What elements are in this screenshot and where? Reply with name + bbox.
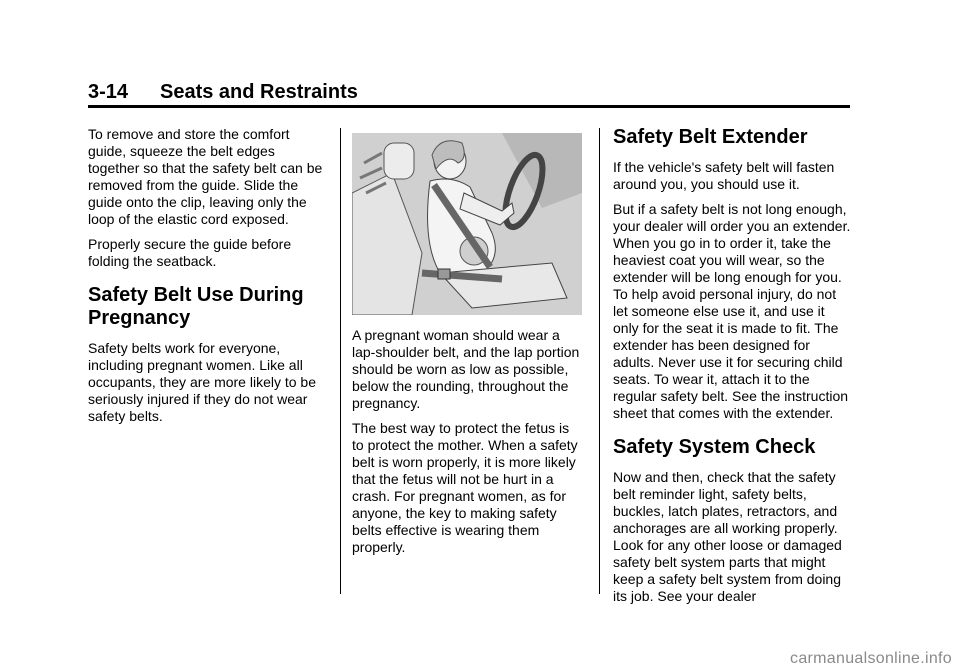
page-number: 3-14 xyxy=(88,81,129,103)
column-middle xyxy=(352,133,582,564)
column-divider-left xyxy=(340,128,341,594)
watermark: carmanualsonline.info xyxy=(790,650,952,667)
heading-belt-extender: Safety Belt Extender xyxy=(613,126,808,148)
column-right xyxy=(613,126,853,613)
paragraph-extender-details: But if a safety belt is not long enough, your dealer will order you an extender. When you go in to order it, take the heaviest coat you will wear, so the extender will be long enough for you. To help avoid personal injury, do not let someone else use it, and use it only for the seat it is made to fit. The extender has been designed for adults. Never use it for securing child seats. To wear it, attach it to the regular safety belt. See the instruction sheet that comes with the extender. xyxy=(613,201,851,421)
paragraph-system-check: Now and then, check that the safety belt reminder light, safety belts, buckles, latch plates, retractors, and anchorages are all working properly. Look for any other loose or damaged safety belt system parts that might keep a safety belt system from doing its job. See your dealer xyxy=(613,469,842,604)
pregnant-woman-seatbelt-illustration xyxy=(352,133,582,315)
paragraph-pregnancy-intro: Safety belts work for everyone, including pregnant women. Like all occupants, they are more likely to be seriously injured if they do not wear safety belts. xyxy=(88,340,317,424)
heading-system-check: Safety System Check xyxy=(613,436,816,458)
paragraph-protect-fetus: The best way to protect the fetus is to protect the mother. When a safety belt is worn properly, it is more likely that the fetus will not be hurt in a crash. For pregnant women, as for anyone, the key to making safety belts effective is wearing them properly. xyxy=(352,420,578,555)
column-left xyxy=(88,126,330,433)
paragraph-extender-use: If the vehicle's safety belt will fasten around you, you should use it. xyxy=(613,159,835,192)
paragraph-comfort-guide: To remove and store the comfort guide, squeeze the belt edges together so that the safety belt can be removed from the guide. Slide the guide onto the clip, leaving only the loop of the elastic cord exposed. xyxy=(88,126,323,227)
column-divider-right xyxy=(599,128,600,594)
paragraph-lap-shoulder: A pregnant woman should wear a lap-shoulder belt, and the lap portion should be worn as low as possible, below the rounding, throughout the pregnancy. xyxy=(352,327,580,411)
paragraph-secure-guide: Properly secure the guide before folding the seatback. xyxy=(88,236,292,269)
page-header xyxy=(88,80,850,104)
heading-pregnancy: Safety Belt Use During Pregnancy xyxy=(88,284,304,329)
section-title: Seats and Restraints xyxy=(160,81,358,103)
header-rule xyxy=(88,105,850,108)
